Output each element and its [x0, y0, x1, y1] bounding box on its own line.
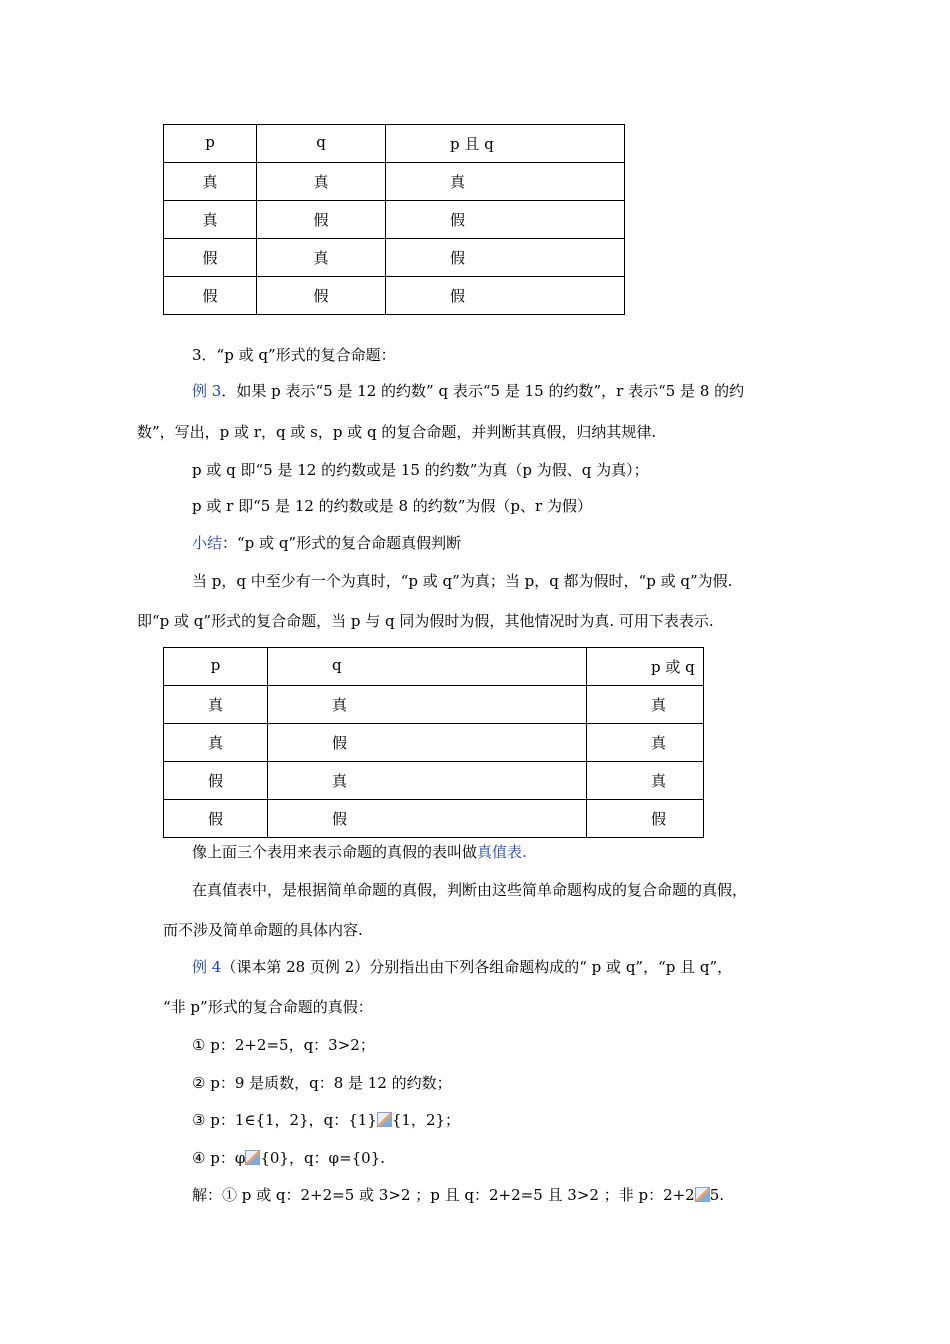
paragraph-line-1: 在真值表中，是根据简单命题的真假，判断由这些简单命题构成的复合命题的真假， [192, 881, 748, 899]
cell: 真 [202, 173, 218, 191]
example-4-label: 例 4 [192, 958, 222, 976]
table-row [164, 800, 704, 838]
cell: 假 [450, 287, 466, 305]
example-4-item-4 [192, 1148, 385, 1168]
summary-label: 小结 [192, 534, 223, 552]
truth-table-definition [192, 842, 527, 862]
table-row [164, 686, 704, 724]
cell: 假 [202, 249, 218, 267]
header-p-and-q: p 且 q [450, 135, 494, 153]
cell: 假 [332, 734, 348, 752]
cell: 假 [202, 287, 218, 305]
broken-image-icon [695, 1187, 710, 1202]
table-row [164, 762, 704, 800]
summary-line-1: 当 p，q 中至少有一个为真时，“p 或 q”为真；当 p，q 都为假时，“p 或 q”为假. [192, 572, 733, 590]
cell: 真 [651, 734, 667, 752]
cell: 真 [202, 211, 218, 229]
example-3-text-1: ．如果 p 表示“5 是 12 的约数” q 表示“5 是 15 的约数”，r 表示“5 是 8 的约 [221, 382, 745, 400]
example-3-line-1 [192, 381, 744, 401]
example-3-line-2: 数”，写出，p 或 r，q 或 s，p 或 q 的复合命题，并判断其真假，归纳其规律. [137, 423, 657, 441]
cell: 真 [651, 772, 667, 790]
cell: 假 [332, 810, 348, 828]
example-3-answer-1: p 或 q 即“5 是 12 的约数或是 15 的约数”为真（p 为假、q 为真）； [192, 461, 649, 479]
cell: 真 [207, 696, 223, 714]
example-4-line-1 [192, 957, 732, 977]
truth-table-term: 真值表. [477, 843, 527, 861]
cell: 假 [207, 772, 223, 790]
solution-part-a: 解：① p 或 q：2+2=5 或 3>2 ；p 且 q：2+2=5 且 3>2 ；非 p：2+2 [192, 1186, 695, 1204]
table-header-row [164, 648, 704, 686]
header-p-or-q: p 或 q [651, 658, 695, 676]
cell: 真 [207, 734, 223, 752]
cell: 真 [313, 173, 329, 191]
example-3-label: 例 3 [192, 382, 222, 400]
cell: 真 [313, 249, 329, 267]
cell: 假 [450, 249, 466, 267]
broken-image-icon [245, 1150, 260, 1165]
example-4-text-1: （课本第 28 页例 2）分别指出由下列各组命题构成的“ p 或 q”，“p 且 q”， [221, 958, 733, 976]
table-row [164, 277, 625, 315]
summary-line-2: 即“p 或 q”形式的复合命题，当 p 与 q 同为假时为假，其他情况时为真. 可用下表表示. [137, 612, 714, 630]
header-p: p [210, 656, 221, 674]
cell: 假 [207, 810, 223, 828]
item-4-part-b: {0}，q：φ={0}. [260, 1149, 386, 1167]
header-p: p [205, 133, 215, 151]
example-3-answer-2: p 或 r 即“5 是 12 的约数或是 8 的约数”为假（p、r 为假） [192, 497, 592, 515]
table-row [164, 724, 704, 762]
cell: 假 [313, 287, 329, 305]
solution-part-b: 5. [709, 1186, 725, 1204]
item-3-part-b: {1，2}； [391, 1111, 461, 1129]
summary-line [192, 533, 461, 553]
cell: 假 [450, 211, 466, 229]
table-row [164, 163, 625, 201]
example-4-line-2: “非 p”形式的复合命题的真假： [163, 998, 373, 1016]
truth-table-prefix: 像上面三个表用来表示命题的真假的表叫做 [192, 843, 478, 861]
table-row [164, 201, 625, 239]
item-3-part-a: ③ p：1∈{1，2}，q：{1} [192, 1111, 377, 1129]
broken-image-icon [377, 1112, 392, 1127]
item-4-part-a: ④ p：φ [192, 1149, 246, 1167]
cell: 真 [450, 173, 466, 191]
cell: 真 [651, 696, 667, 714]
summary-text: ：“p 或 q”形式的复合命题真假判断 [222, 534, 462, 552]
section-3-heading: 3．“p 或 q”形式的复合命题： [192, 346, 396, 364]
example-4-item-2: ② p：9 是质数，q：8 是 12 的约数； [192, 1074, 452, 1092]
cell: 真 [332, 696, 348, 714]
table-header-row [164, 125, 625, 163]
solution-line [192, 1185, 724, 1205]
header-q: q [316, 133, 326, 151]
truth-table-or [163, 647, 704, 838]
paragraph-line-2: 而不涉及简单命题的具体内容. [163, 921, 363, 939]
cell: 真 [332, 772, 348, 790]
cell: 假 [313, 211, 329, 229]
header-q: q [332, 656, 342, 674]
truth-table-and [163, 124, 625, 315]
example-4-item-1: ① p：2+2=5，q：3>2； [192, 1036, 375, 1054]
example-4-item-3 [192, 1110, 460, 1130]
table-row [164, 239, 625, 277]
cell: 假 [651, 810, 667, 828]
